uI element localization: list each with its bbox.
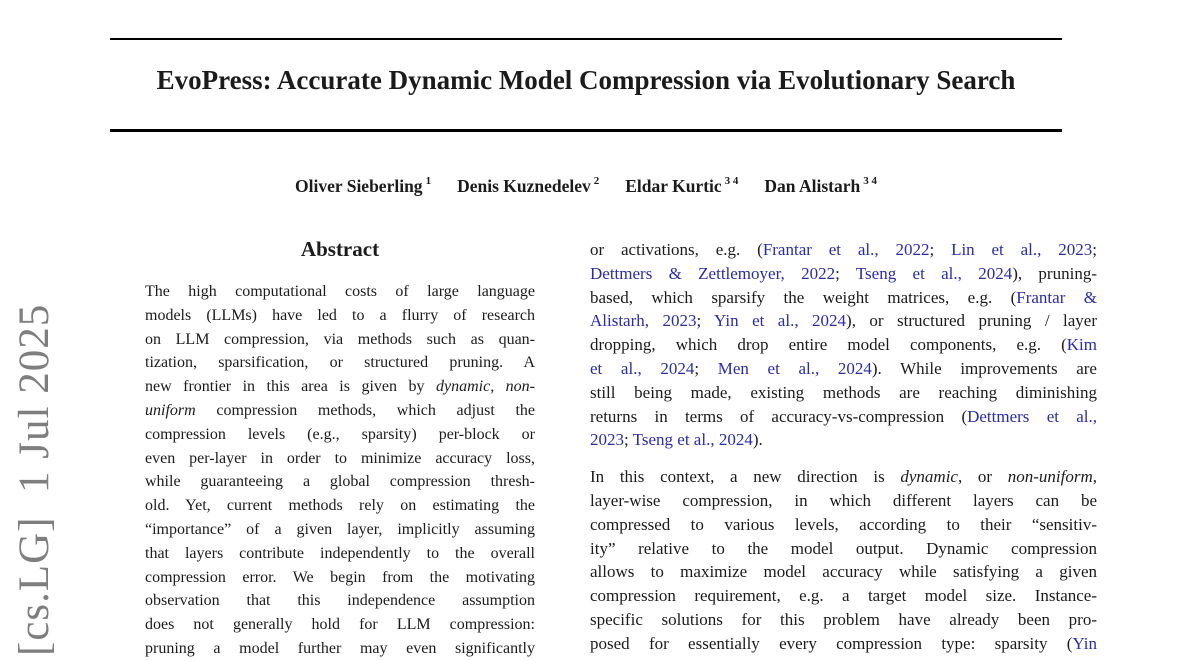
text-line (590, 381, 1097, 405)
text-line (145, 447, 535, 471)
body-text: layer-wise compression, in which different layers can be (590, 490, 1097, 510)
body-text: returns in terms of accuracy-vs-compression ( (590, 406, 968, 426)
body-text: based, which sparsify the weight matrices, e.g. ( (590, 287, 1017, 307)
text-line (590, 405, 1097, 429)
body-text: compression requirement, e.g. a target model size. Instance- (590, 586, 1097, 606)
author-affiliation-sup: 2 (593, 175, 600, 187)
body-text: new frontier in this area is given by (145, 378, 436, 396)
body-text: ; (624, 430, 633, 450)
text-line (145, 589, 535, 613)
text-line (145, 351, 535, 375)
text-line (145, 399, 535, 423)
text-line (590, 238, 1097, 262)
citation-link[interactable]: Frantar et al., 2022 (762, 240, 930, 259)
body-text: or activations, e.g. ( (590, 240, 763, 259)
body-text: on LLM compression, via methods such as quan- (145, 330, 535, 348)
author (295, 176, 431, 196)
author (625, 176, 738, 196)
text-line (145, 375, 535, 399)
citation-link[interactable]: Kim (1066, 335, 1097, 355)
body-text: “importance” of a given layer, implicitly assuming (145, 520, 535, 538)
body-text: models (LLMs) have led to a flurry of research (145, 306, 535, 324)
text-line (145, 470, 535, 494)
title-rule-bottom (110, 129, 1062, 132)
citation-link[interactable]: Yin (1072, 633, 1097, 653)
author-name: Denis Kuznedelev (457, 175, 591, 196)
body-text: ). While improvements are (871, 358, 1097, 378)
body-text: ). (752, 430, 763, 450)
text-line (590, 537, 1097, 561)
right-column (590, 238, 1097, 656)
author-name: Dan Alistarh (764, 175, 861, 196)
author (457, 176, 599, 196)
body-text: that layers contribute independently to the overall (145, 544, 535, 562)
citation-link[interactable]: Yin et al., 2024 (714, 311, 847, 331)
text-line (590, 286, 1097, 310)
text-line (590, 465, 1097, 489)
body-text: ; (929, 240, 952, 259)
body-text: ; (835, 263, 856, 283)
paper-title: EvoPress: Accurate Dynamic Model Compression via Evolutionary Search (156, 65, 1016, 95)
body-text: compression methods, which adjust the (195, 401, 535, 419)
body-text: ; (1092, 240, 1097, 259)
author-affiliation-sup: 1 (425, 175, 432, 187)
emphasis-text: dynamic, non- (435, 378, 536, 396)
body-text: even per-layer in order to minimize accuracy loss, (145, 449, 535, 467)
author-name: Eldar Kurtic (625, 175, 722, 196)
abstract-heading: Abstract (300, 237, 380, 261)
text-line (145, 328, 535, 352)
text-line (590, 262, 1097, 286)
citation-link[interactable]: Men et al., 2024 (717, 358, 872, 378)
body-text: still being made, existing methods are reaching diminishing (590, 382, 1097, 402)
citation-link[interactable]: et al., 2024 (590, 358, 695, 378)
text-line (145, 566, 535, 590)
text-line (590, 608, 1097, 632)
body-text: In this context, a new direction is (590, 467, 901, 487)
body-text: old. Yet, current methods rely on estimating the (145, 497, 535, 515)
text-line (590, 632, 1097, 656)
arxiv-stamp: [cs.LG] 1 Jul 2025 (11, 303, 58, 656)
emphasis-text: dynamic (900, 467, 958, 487)
body-text: ), pruning- (1012, 263, 1097, 283)
text-line (590, 584, 1097, 608)
text-line (145, 637, 535, 661)
text-line (145, 518, 535, 542)
text-line (590, 489, 1097, 513)
body-text: allows to maximize model accuracy while satisfying a given (590, 562, 1097, 582)
body-text: , or (957, 467, 1008, 487)
body-text: ; (696, 311, 715, 331)
text-line (145, 494, 535, 518)
body-text: , (1092, 467, 1097, 487)
body-text: ), or structured pruning / layer (846, 311, 1097, 331)
citation-link[interactable]: 2023 (590, 430, 624, 450)
emphasis-text: non-uniform (1007, 467, 1093, 487)
author-affiliation-sup: 3 4 (863, 175, 877, 187)
body-text: observation that this independence assumption (145, 592, 535, 610)
citation-link[interactable]: Alistarh, 2023 (590, 311, 697, 331)
intro-paragraph-1 (590, 238, 1097, 452)
abstract-body (145, 280, 535, 661)
citation-link[interactable]: Tseng et al., 2024 (855, 263, 1013, 283)
text-line (145, 542, 535, 566)
author-line (110, 170, 1062, 198)
body-text: ity” relative to the model output. Dynamic compression (590, 538, 1097, 558)
title-rule-top (110, 38, 1062, 41)
text-line (590, 333, 1097, 357)
text-line (145, 304, 535, 328)
body-text: pruning a model further may even significantly (145, 639, 535, 657)
body-text: compressed to various levels, according to their “sensitiv- (590, 514, 1097, 534)
text-line (145, 280, 535, 304)
author-affiliation-sup: 3 4 (724, 175, 739, 187)
body-text: does not generally hold for LLM compression: (145, 616, 535, 634)
text-line (590, 357, 1097, 381)
body-text: compression error. We begin from the motivating (145, 568, 535, 586)
text-line (145, 423, 535, 447)
citation-link[interactable]: Frantar & (1016, 287, 1097, 307)
intro-paragraph-2 (590, 465, 1097, 655)
citation-link[interactable]: Lin et al., 2023 (951, 240, 1093, 259)
body-text: The high computational costs of large language (145, 283, 535, 300)
body-text: ; (694, 358, 718, 378)
body-text: while guaranteeing a global compression thresh- (145, 473, 535, 491)
author (764, 176, 877, 196)
citation-link[interactable]: Dettmers et al., (967, 406, 1097, 426)
body-text: dropping, which drop entire model components, e.g. ( (590, 335, 1067, 355)
text-line (590, 428, 1097, 452)
citation-link[interactable]: Tseng et al., 2024 (632, 430, 753, 450)
text-line (590, 513, 1097, 537)
body-text: tization, sparsification, or structured pruning. A (145, 354, 535, 372)
body-text: compression levels (e.g., sparsity) per-block or (145, 425, 535, 443)
text-line (590, 560, 1097, 584)
text-line (590, 309, 1097, 333)
citation-link[interactable]: Dettmers & Zettlemoyer, 2022 (590, 263, 836, 283)
emphasis-text: uniform (145, 401, 196, 419)
body-text: posed for essentially every compression type: sparsity ( (590, 633, 1073, 653)
author-name: Oliver Sieberling (295, 175, 423, 196)
text-line (145, 613, 535, 637)
body-text: specific solutions for this problem have already been pro- (590, 609, 1097, 629)
